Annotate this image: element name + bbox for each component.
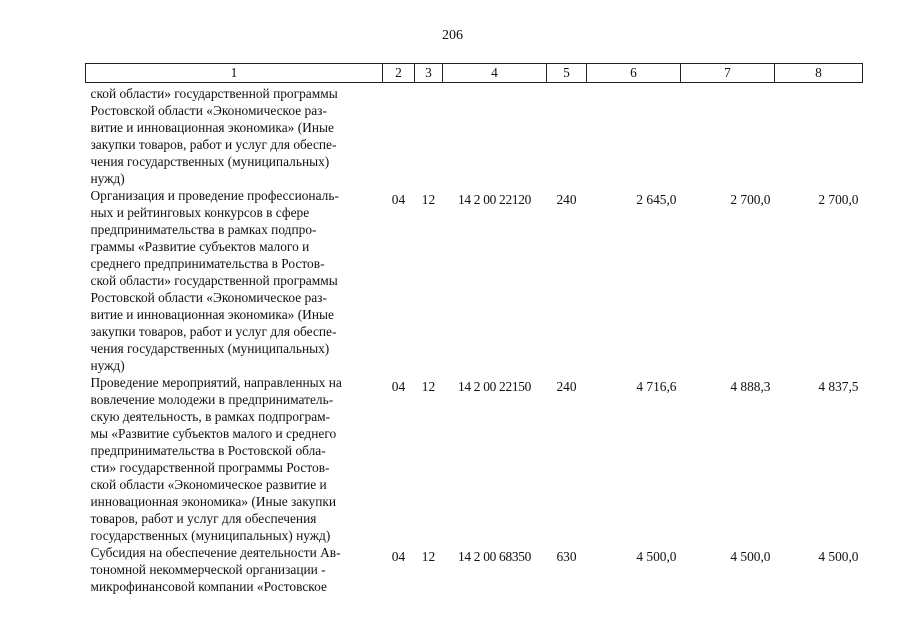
row-description <box>86 187 383 374</box>
amount-year-2: 4 888,3 <box>730 379 771 394</box>
column-number: 5 <box>547 64 587 83</box>
description-line: Проведение мероприятий, направленных на <box>90 375 342 390</box>
budget-table <box>85 63 863 595</box>
amount-year-1 <box>587 83 681 188</box>
description-line: ской области» государственной программы <box>90 86 338 101</box>
expense-type-code: 240 <box>556 379 577 394</box>
description-line: закупки товаров, работ и услуг для обеспе- <box>90 137 337 152</box>
expense-type-code <box>547 83 587 188</box>
description-line: товаров, работ и услуг для обеспечения <box>90 511 317 526</box>
row-description <box>86 83 383 188</box>
section-code: 04 <box>391 192 406 207</box>
column-number: 2 <box>383 64 415 83</box>
amount-year-2: 2 700,0 <box>730 192 771 207</box>
subsection-code <box>415 83 443 188</box>
column-number: 1 <box>86 64 383 83</box>
amount-year-2: 4 500,0 <box>730 549 771 564</box>
expense-type-code: 240 <box>556 192 577 207</box>
description-line: государственных (муниципальных) нужд) <box>90 528 331 543</box>
table-row <box>86 374 863 544</box>
description-line: микрофинансовой компании «Ростовское <box>90 579 327 594</box>
column-number-row <box>86 64 863 83</box>
description-line: нужд) <box>90 358 125 373</box>
column-number: 6 <box>587 64 681 83</box>
target-article-code: 14 2 00 68350 <box>457 549 532 564</box>
description-line: витие и инновационная экономика» (Иные <box>90 120 334 135</box>
description-line: предпринимательства в Ростовской обла- <box>90 443 326 458</box>
description-line: Ростовской области «Экономическое раз- <box>90 103 327 118</box>
description-line: сти» государственной программы Ростов- <box>90 460 330 475</box>
description-line: Организация и проведение профессиональ- <box>90 188 339 203</box>
description-line: граммы «Развитие субъектов малого и <box>90 239 310 254</box>
column-number: 7 <box>681 64 775 83</box>
subsection-code: 12 <box>421 192 436 207</box>
amount-year-3 <box>775 83 863 188</box>
row-description <box>86 544 383 595</box>
description-line: ской области «Экономическое развитие и <box>90 477 327 492</box>
section-code: 04 <box>391 549 406 564</box>
description-line: мы «Развитие субъектов малого и среднего <box>90 426 337 441</box>
section-code: 04 <box>391 379 406 394</box>
amount-year-1: 2 645,0 <box>636 192 677 207</box>
amount-year-1: 4 716,6 <box>636 379 677 394</box>
description-line: чения государственных (муниципальных) <box>90 341 330 356</box>
description-line: чения государственных (муниципальных) <box>90 154 330 169</box>
amount-year-3: 4 837,5 <box>818 379 859 394</box>
description-line: скую деятельность, в рамках подпрограм- <box>90 409 331 424</box>
description-line: нужд) <box>90 171 125 186</box>
amount-year-1: 4 500,0 <box>636 549 677 564</box>
target-article-code: 14 2 00 22150 <box>457 379 532 394</box>
description-line: Ростовской области «Экономическое раз- <box>90 290 327 305</box>
table-row <box>86 83 863 188</box>
description-line: инновационная экономика» (Иные закупки <box>90 494 337 509</box>
target-article-code <box>443 83 547 188</box>
amount-year-2 <box>681 83 775 188</box>
description-line: тономной некоммерческой организации - <box>90 562 326 577</box>
description-line: закупки товаров, работ и услуг для обеспе- <box>90 324 337 339</box>
subsection-code: 12 <box>421 379 436 394</box>
page-number: 206 <box>442 28 463 43</box>
table-row <box>86 187 863 374</box>
description-line: ской области» государственной программы <box>90 273 338 288</box>
section-code <box>383 83 415 188</box>
column-number: 3 <box>415 64 443 83</box>
column-number: 4 <box>443 64 547 83</box>
description-line: Субсидия на обеспечение деятельности Ав- <box>90 545 341 560</box>
table-body <box>86 83 863 596</box>
column-number: 8 <box>775 64 863 83</box>
description-line: вовлечение молодежи в предприниматель- <box>90 392 334 407</box>
table-row <box>86 544 863 595</box>
expense-type-code: 630 <box>556 549 577 564</box>
amount-year-3: 2 700,0 <box>818 192 859 207</box>
description-line: среднего предпринимательства в Ростов- <box>90 256 325 271</box>
amount-year-3: 4 500,0 <box>818 549 859 564</box>
target-article-code: 14 2 00 22120 <box>457 192 532 207</box>
description-line: предпринимательства в рамках подпро- <box>90 222 317 237</box>
row-description <box>86 374 383 544</box>
description-line: ных и рейтинговых конкурсов в сфере <box>90 205 310 220</box>
description-line: витие и инновационная экономика» (Иные <box>90 307 334 322</box>
subsection-code: 12 <box>421 549 436 564</box>
